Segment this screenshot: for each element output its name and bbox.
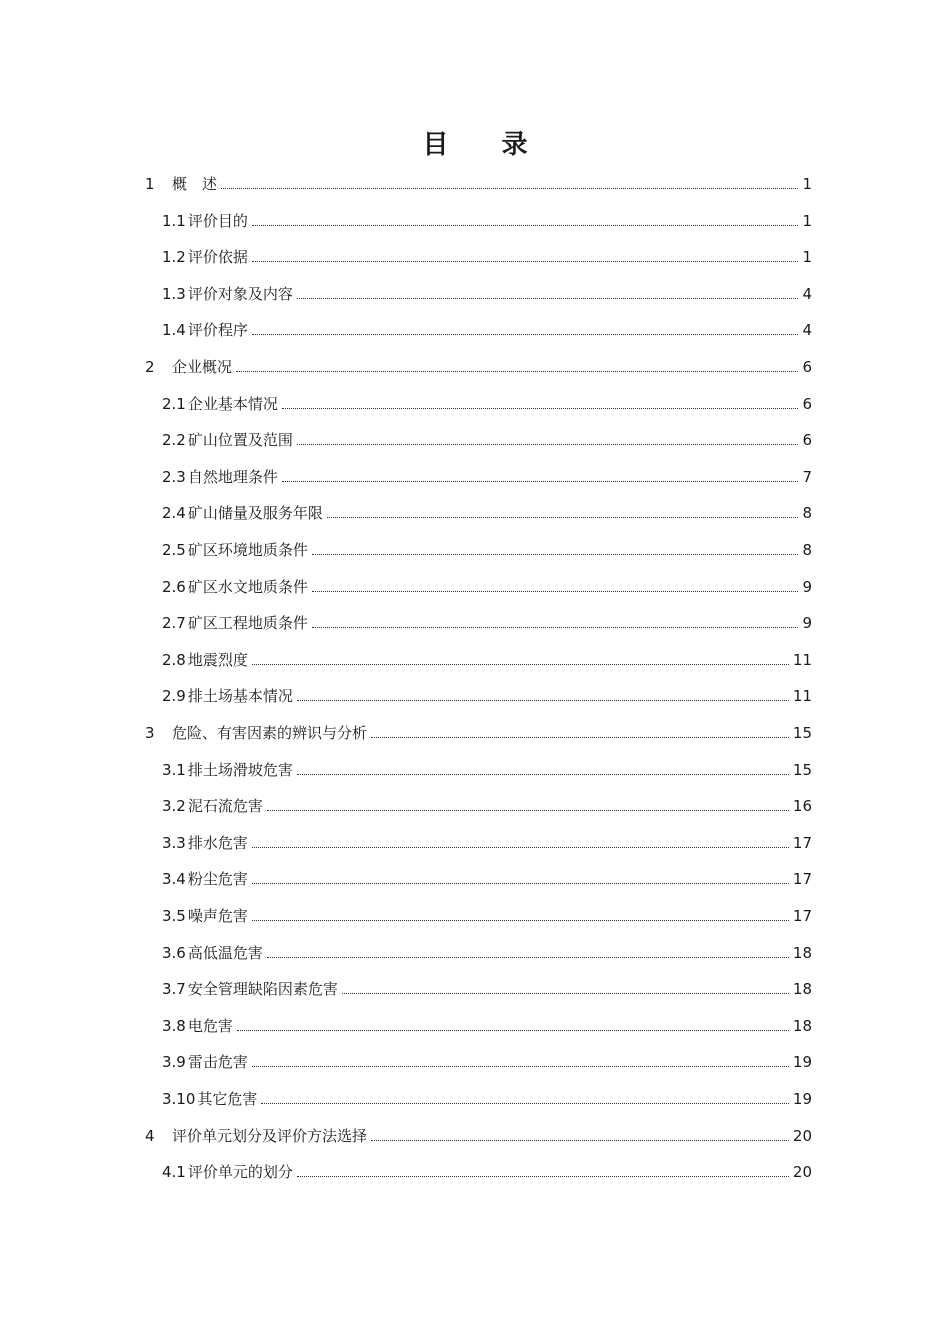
- toc-entry-title: 评价目的: [187, 211, 248, 230]
- toc-entry-title: 排土场基本情况: [187, 687, 293, 706]
- toc-entry[interactable]: [162, 1048, 812, 1072]
- toc-entry[interactable]: [145, 719, 812, 743]
- toc-entry[interactable]: [145, 1122, 812, 1146]
- toc-entry-number: 2: [145, 358, 155, 376]
- toc-entry-title: 排土场滑坡危害: [187, 760, 293, 779]
- toc-entry-title: 矿山位置及范围: [187, 431, 293, 450]
- toc-entry-page: 15: [792, 760, 812, 779]
- toc-entry-title: 粉尘危害: [187, 870, 248, 889]
- toc-entry[interactable]: [162, 756, 812, 780]
- toc-entry[interactable]: [162, 1158, 812, 1182]
- toc-entry-page: 20: [792, 1163, 812, 1182]
- toc-entry-title: 矿区工程地质条件: [187, 614, 308, 633]
- toc-dot-leader: [371, 1139, 789, 1141]
- toc-dot-leader: [221, 187, 798, 189]
- toc-entry[interactable]: [162, 207, 812, 231]
- toc-entry[interactable]: [145, 353, 812, 377]
- toc-entry-number: 2.3: [162, 467, 186, 486]
- toc-entry[interactable]: [162, 609, 812, 633]
- toc-entry-number: 3.5: [162, 907, 186, 925]
- toc-entry-number: 3.1: [162, 760, 186, 779]
- toc-entry-number: 3.9: [162, 1053, 186, 1072]
- toc-entry-number: 2.9: [162, 687, 186, 706]
- toc-dot-leader: [297, 1175, 789, 1177]
- toc-entry-number: 3.4: [162, 870, 186, 889]
- toc-entry-page: 17: [792, 833, 812, 852]
- toc-entry-number: 1.4: [162, 321, 186, 340]
- toc-entry-title: 评价依据: [187, 248, 248, 267]
- toc-dot-leader: [282, 480, 799, 482]
- toc-entry[interactable]: [162, 829, 812, 853]
- toc-entry-page: 18: [792, 1016, 812, 1035]
- toc-entry[interactable]: [162, 792, 812, 816]
- toc-entry-number: 3.6: [162, 943, 186, 962]
- toc-entry-title: 矿山储量及服务年限: [187, 504, 323, 523]
- toc-entry-title: 危险、有害因素的辨识与分析: [172, 724, 368, 742]
- toc-entry-page: 1: [802, 175, 812, 193]
- toc-entry[interactable]: [162, 280, 812, 304]
- toc-entry-title: 高低温危害: [187, 943, 263, 962]
- toc-entry-title: 矿区环境地质条件: [187, 541, 308, 559]
- toc-entry-number: 1.2: [162, 248, 186, 267]
- toc-dot-leader: [297, 773, 789, 775]
- toc-entry-number: 1.1: [162, 211, 186, 230]
- toc-entry-page: 18: [792, 980, 812, 999]
- toc-dot-leader: [282, 407, 799, 409]
- toc-entry-page: 17: [792, 907, 812, 925]
- toc-dot-leader: [252, 846, 789, 848]
- toc-entry-page: 7: [802, 467, 812, 486]
- toc-entry-page: 9: [802, 577, 812, 596]
- toc-entry[interactable]: [162, 902, 812, 926]
- toc-entry-title: 评价对象及内容: [187, 284, 293, 303]
- toc-entry-page: 6: [802, 431, 812, 450]
- toc-dot-leader: [237, 1029, 789, 1031]
- toc-entry-number: 2.1: [162, 394, 186, 413]
- toc-entry-title: 电危害: [187, 1016, 233, 1035]
- toc-dot-leader: [252, 663, 789, 665]
- toc-entry-page: 11: [792, 687, 812, 706]
- toc-entry-number: 2.2: [162, 431, 186, 450]
- toc-dot-leader: [267, 809, 789, 811]
- toc-entry-title: 雷击危害: [187, 1053, 248, 1072]
- toc-dot-leader: [252, 333, 799, 335]
- toc-entry[interactable]: [162, 499, 812, 523]
- toc-entry[interactable]: [162, 316, 812, 340]
- toc-entry-number: 3.8: [162, 1016, 186, 1035]
- toc-dot-leader: [297, 699, 789, 701]
- toc-dot-leader: [312, 590, 799, 592]
- toc-entry-number: 4.1: [162, 1163, 186, 1182]
- toc-entry-number: 3.10: [162, 1090, 196, 1108]
- toc-entry-title: 安全管理缺陷因素危害: [187, 980, 338, 999]
- toc-entry[interactable]: [162, 536, 812, 560]
- toc-entry-page: 19: [792, 1090, 812, 1108]
- toc-dot-leader: [252, 919, 789, 921]
- toc-entry-title: 地震烈度: [187, 650, 248, 669]
- toc-entry-title: 排水危害: [187, 833, 248, 852]
- toc-entry[interactable]: [162, 1012, 812, 1036]
- toc-entry-number: 2.4: [162, 504, 186, 523]
- toc-entry-page: 9: [802, 614, 812, 633]
- toc-dot-leader: [342, 992, 789, 994]
- toc-entry-title: 评价程序: [187, 321, 248, 340]
- toc-entry-page: 19: [792, 1053, 812, 1072]
- toc-entry-number: 4: [145, 1126, 155, 1145]
- toc-entry[interactable]: [162, 975, 812, 999]
- toc-entry-title: 企业基本情况: [187, 394, 278, 413]
- toc-entry-number: 2.7: [162, 614, 186, 633]
- toc-entry-page: 6: [802, 358, 812, 376]
- toc-entry-number: 2.6: [162, 577, 186, 596]
- toc-entry-number: 3.3: [162, 833, 186, 852]
- toc-entry[interactable]: [162, 390, 812, 414]
- toc-entry-page: 8: [802, 504, 812, 523]
- toc-entry[interactable]: [162, 1085, 812, 1109]
- toc-dot-leader: [252, 1065, 789, 1067]
- toc-dot-leader: [312, 553, 799, 555]
- toc-entry-number: 1: [145, 175, 155, 193]
- toc-entry-page: 8: [802, 541, 812, 559]
- toc-entry[interactable]: [162, 682, 812, 706]
- toc-dot-leader: [297, 297, 799, 299]
- toc-entry[interactable]: [162, 463, 812, 487]
- toc-entry[interactable]: [145, 170, 812, 194]
- toc-entry-title: 泥石流危害: [187, 797, 263, 816]
- toc-entry-page: 1: [802, 248, 812, 267]
- toc-entry-page: 6: [802, 394, 812, 413]
- toc-dot-leader: [297, 443, 799, 445]
- toc-entry-page: 4: [802, 284, 812, 303]
- toc-entry-title: 自然地理条件: [187, 467, 278, 486]
- toc-dot-leader: [261, 1102, 788, 1104]
- toc-entry[interactable]: [162, 939, 812, 963]
- toc-entry-page: 16: [792, 797, 812, 816]
- toc-entry-page: 20: [792, 1126, 812, 1145]
- toc-entry[interactable]: [162, 243, 812, 267]
- toc-dot-leader: [267, 956, 789, 958]
- toc-entry-page: 17: [792, 870, 812, 889]
- toc-entry-title: 矿区水文地质条件: [187, 577, 308, 596]
- toc-entry-title: 概 述: [172, 175, 218, 193]
- toc-dot-leader: [252, 882, 789, 884]
- toc-dot-leader: [312, 626, 799, 628]
- toc-entry-title: 评价单元划分及评价方法选择: [172, 1126, 368, 1145]
- toc-entry-title: 评价单元的划分: [187, 1163, 293, 1182]
- toc-entry[interactable]: [162, 573, 812, 597]
- toc-entry-page: 4: [802, 321, 812, 340]
- toc-entry[interactable]: [162, 426, 812, 450]
- toc-entry-page: 15: [792, 724, 812, 742]
- toc-entry-number: 3.2: [162, 797, 186, 816]
- toc-dot-leader: [371, 736, 789, 738]
- toc-entry-page: 11: [792, 650, 812, 669]
- toc-dot-leader: [327, 516, 799, 518]
- toc-entry-title: 噪声危害: [187, 907, 248, 925]
- toc-dot-leader: [252, 260, 799, 262]
- toc-entry-page: 1: [802, 211, 812, 230]
- toc-dot-leader: [236, 370, 798, 372]
- toc-entry-number: 3.7: [162, 980, 186, 999]
- toc-entry-number: 2.8: [162, 650, 186, 669]
- page-title: 目 录: [422, 130, 550, 160]
- toc-entry-page: 18: [792, 943, 812, 962]
- toc-entry-number: 1.3: [162, 284, 186, 303]
- toc-entry-number: 2.5: [162, 541, 186, 559]
- toc-entry-title: 其它危害: [197, 1090, 258, 1108]
- toc-dot-leader: [252, 224, 799, 226]
- toc-entry[interactable]: [162, 646, 812, 670]
- toc-entry[interactable]: [162, 865, 812, 889]
- toc-entry-title: 企业概况: [172, 358, 233, 376]
- toc-entry-number: 3: [145, 724, 155, 742]
